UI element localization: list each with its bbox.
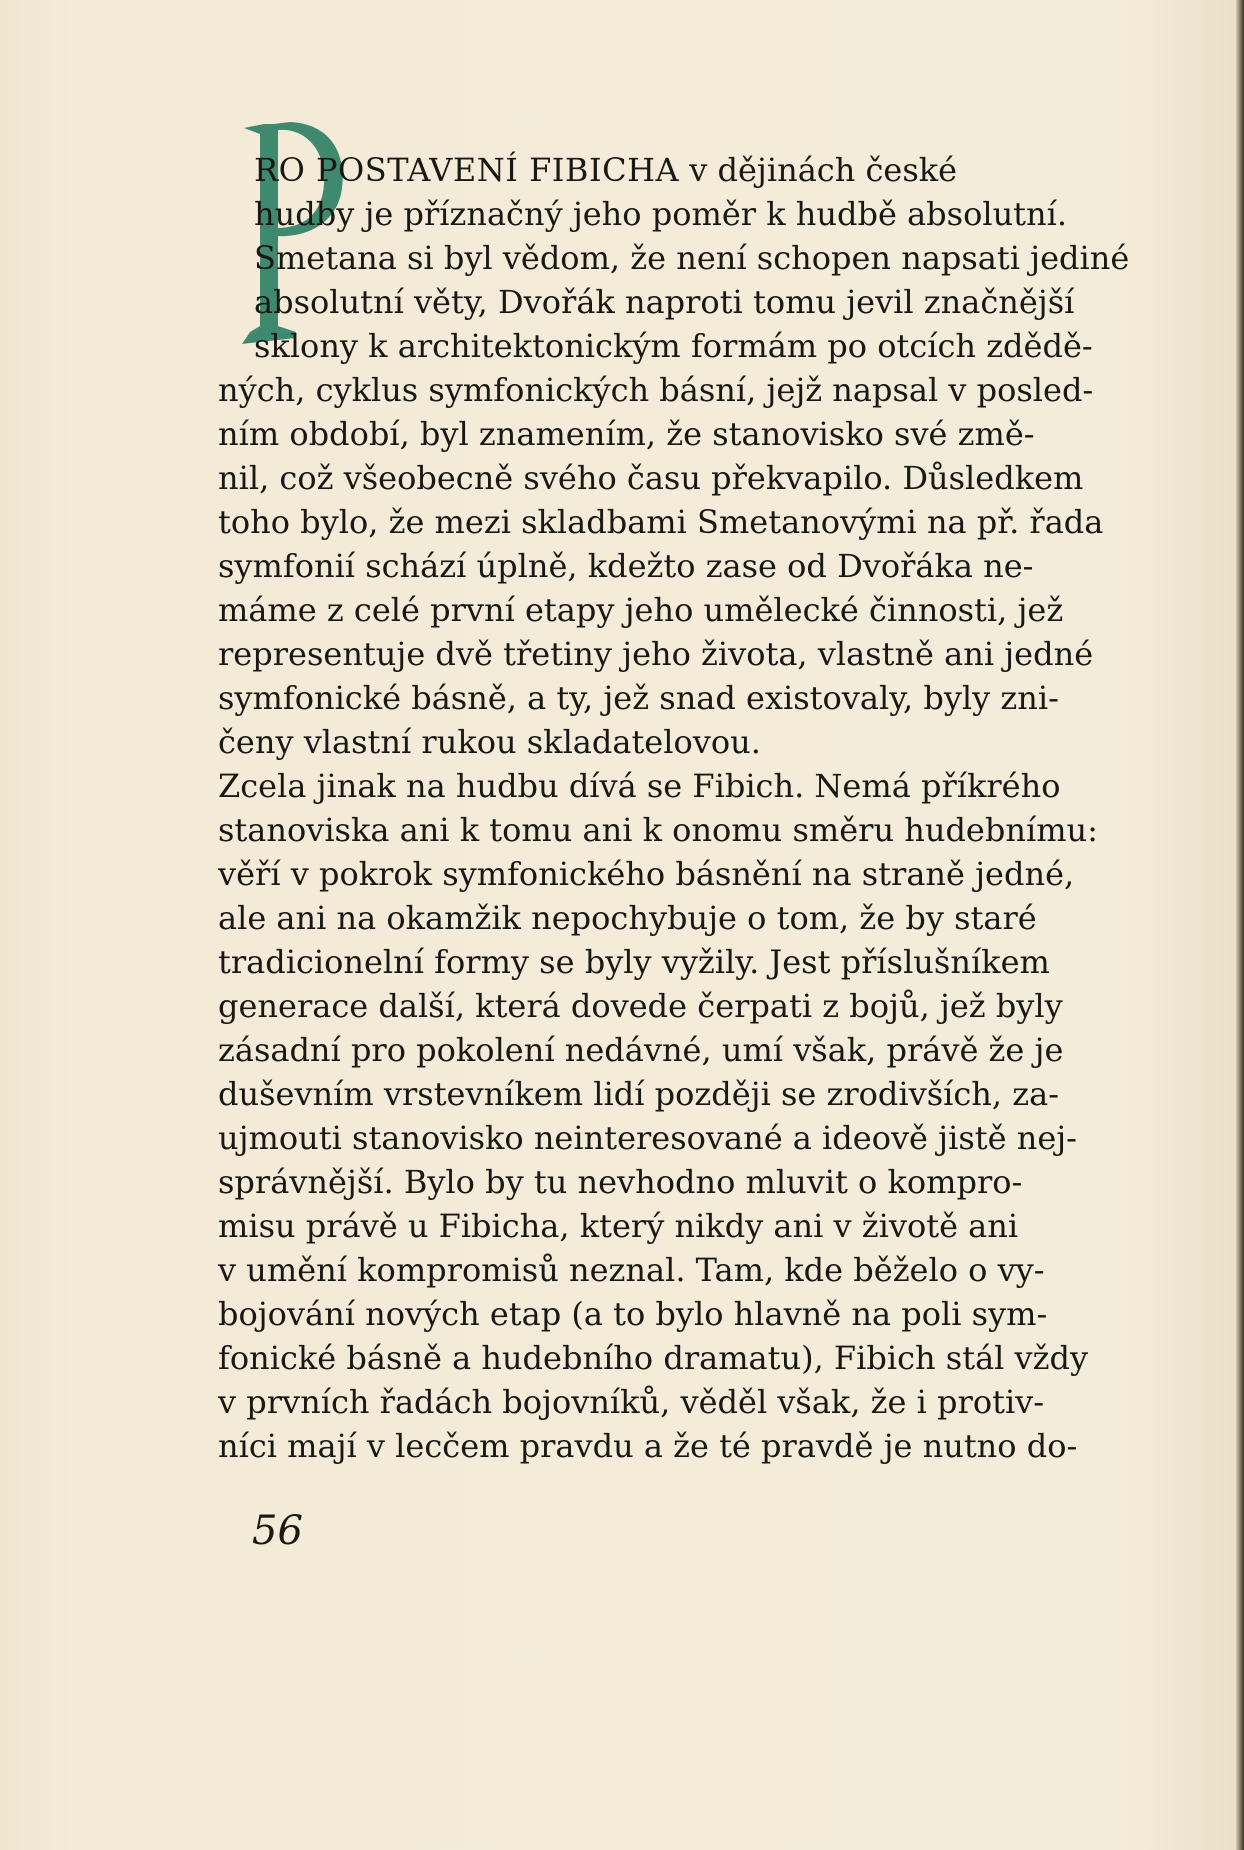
text-line: zásadní pro pokolení nedávné, umí však, právě že je [218, 1031, 1064, 1069]
page-edge-shadow [1236, 0, 1244, 1850]
text-line: ale ani na okamžik nepochybuje o tom, že by staré [218, 899, 1037, 937]
text-line: symfonické básně, a ty, jež snad existovaly, byly zni- [218, 679, 1059, 717]
text-line: Zcela jinak na hudbu dívá se Fibich. Nemá příkrého [218, 767, 1061, 805]
text-line: representuje dvě třetiny jeho života, vlastně ani jedné [218, 635, 1094, 673]
text-line: misu právě u Fibicha, který nikdy ani v životě ani [218, 1207, 1019, 1245]
lead-caps: RO POSTAVENÍ FIBICHA [254, 151, 680, 189]
text-line: fonické básně a hudebního dramatu), Fibich stál vždy [218, 1339, 1089, 1377]
text-line: Smetana si byl vědom, že není schopen napsati jediné [254, 239, 1130, 277]
text-line: správnější. Bylo by tu nevhodno mluvit o kompro- [218, 1163, 1023, 1201]
text-line: duševním vrstevníkem lidí později se zrodivších, za- [218, 1075, 1059, 1113]
text-line: toho bylo, že mezi skladbami Smetanovými na př. řada [218, 503, 1104, 541]
text-line: ných, cyklus symfonických básní, jejž napsal v posled- [218, 371, 1094, 409]
text-line: níci mají v lecčem pravdu a že té pravdě je nutno do- [218, 1427, 1078, 1465]
text-line: nil, což všeobecně svého času překvapilo. Důsledkem [218, 459, 1084, 497]
text-line: věří v pokrok symfonického básnění na straně jedné, [218, 855, 1075, 893]
text-line: bojování nových etap (a to bylo hlavně na poli sym- [218, 1295, 1048, 1333]
text-line: generace další, která dovede čerpati z bojů, jež byly [218, 987, 1063, 1025]
text-line: ním období, byl znamením, že stanovisko své změ- [218, 415, 1035, 453]
text-line: stanoviska ani k tomu ani k onomu směru hudebnímu: [218, 811, 1098, 849]
text-line: ujmouti stanovisko neinteresované a ideově jistě nej- [218, 1119, 1077, 1157]
text-line: sklony k architektonickým formám po otcích zdědě- [254, 327, 1093, 365]
page-number: 56 [252, 1508, 303, 1554]
text-line: hudby je příznačný jeho poměr k hudbě absolutní. [254, 195, 1068, 233]
text-line: máme z celé první etapy jeho umělecké činnosti, jež [218, 591, 1064, 629]
text-line-1: RO POSTAVENÍ FIBICHA v dějinách české [254, 151, 958, 189]
text-line: symfonií schází úplně, kdežto zase od Dvořáka ne- [218, 547, 1034, 585]
text-line: v prvních řadách bojovníků, věděl však, že i protiv- [218, 1383, 1045, 1421]
text-line: absolutní věty, Dvořák naproti tomu jevil značnější [254, 283, 1075, 321]
text-line: v umění kompromisů neznal. Tam, kde běželo o vy- [218, 1251, 1045, 1289]
text-line: čeny vlastní rukou skladatelovou. [218, 723, 761, 761]
text-line: tradicionelní formy se byly vyžily. Jest příslušníkem [218, 943, 1050, 981]
